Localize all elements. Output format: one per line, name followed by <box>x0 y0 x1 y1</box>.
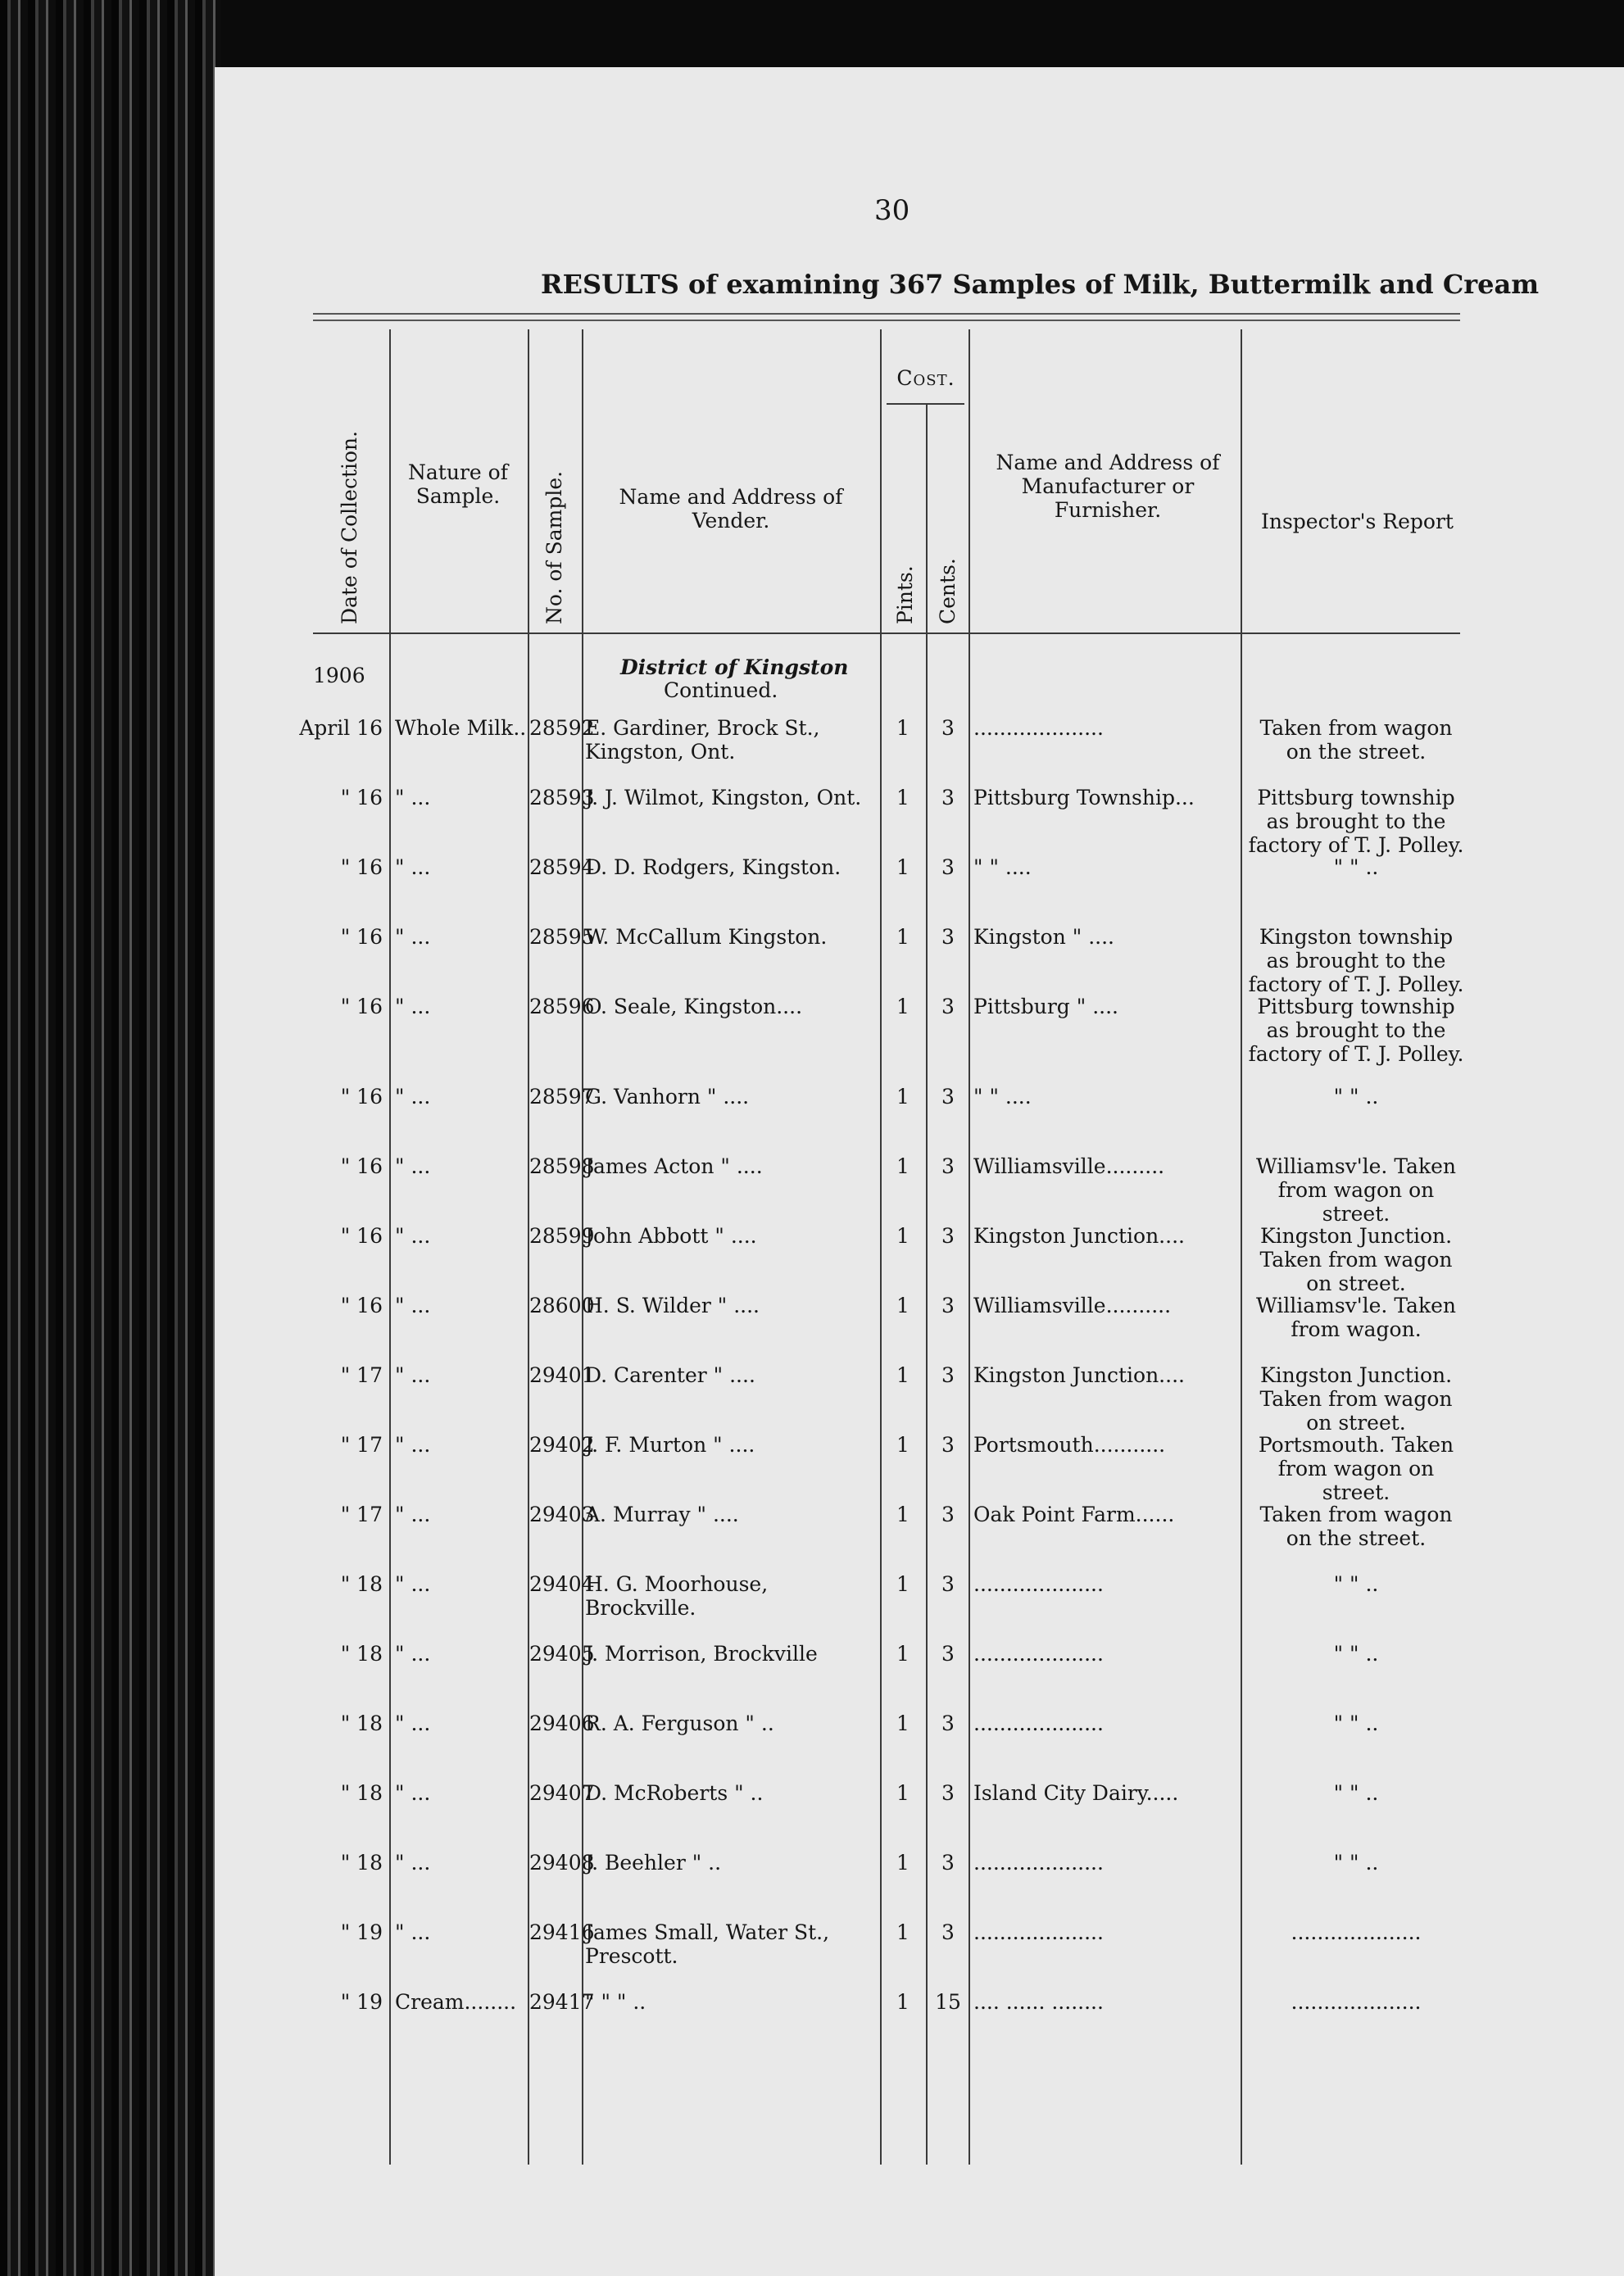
row-nature: " ... <box>395 1851 431 1875</box>
district-note: Continued. <box>664 678 778 702</box>
header-vender: Name and Address of Vender. <box>619 485 843 533</box>
row-sample-number: 29403 <box>529 1503 595 1526</box>
row-sample-number: 28594 <box>529 855 595 879</box>
row-vender: John Abbott " .... <box>585 1224 757 1248</box>
row-inspector-report: Taken from wagon on the street. <box>1259 716 1453 764</box>
row-cents: 3 <box>941 1154 955 1178</box>
row-vender: G. Vanhorn " .... <box>585 1085 750 1109</box>
row-sample-number: 29406 <box>529 1712 595 1735</box>
row-date: " 18 <box>340 1642 383 1666</box>
row-cents: 3 <box>941 1433 955 1457</box>
row-nature: " ... <box>395 925 431 949</box>
row-pints: 1 <box>896 1851 910 1875</box>
row-date: " 19 <box>340 1920 383 1944</box>
header-number: No. of Sample. <box>542 470 566 624</box>
row-manufacturer: Kingston Junction.... <box>973 1363 1185 1387</box>
book-binding <box>0 0 221 2276</box>
row-sample-number: 28592 <box>529 716 595 740</box>
row-sample-number: 29408 <box>529 1851 595 1875</box>
row-nature: " ... <box>395 1085 431 1109</box>
row-manufacturer: Portsmouth........... <box>973 1433 1166 1457</box>
year: 1906 <box>313 664 365 687</box>
row-cents: 3 <box>941 1085 955 1109</box>
row-nature: " ... <box>395 1224 431 1248</box>
row-sample-number: 29417 <box>529 1990 595 2014</box>
row-manufacturer: .................... <box>973 1851 1104 1875</box>
header-rule <box>313 632 1460 634</box>
header-date: Date of Collection. <box>338 430 361 624</box>
row-vender: H. G. Moorhouse, Brockville. <box>585 1572 769 1620</box>
header-pints: Pints. <box>893 565 917 624</box>
row-cents: 3 <box>941 1712 955 1735</box>
row-vender: W. McCallum Kingston. <box>585 925 828 949</box>
row-pints: 1 <box>896 1920 910 1944</box>
row-date: " 18 <box>340 1851 383 1875</box>
page-title: RESULTS of examining 367 Samples of Milk, Buttermilk and Cream <box>541 269 1540 300</box>
header-nature: Nature of Sample. <box>408 460 508 508</box>
row-manufacturer: Kingston Junction.... <box>973 1224 1185 1248</box>
row-cents: 3 <box>941 1920 955 1944</box>
row-vender: James Acton " .... <box>585 1154 763 1178</box>
row-inspector-report: Kingston Junction. Taken from wagon on street. <box>1259 1363 1453 1435</box>
header-cents: Cents. <box>936 558 959 624</box>
row-inspector-report: " " .. <box>1333 1712 1379 1735</box>
row-vender: O. Seale, Kingston.... <box>585 995 803 1018</box>
row-nature: " ... <box>395 1363 431 1387</box>
row-cents: 3 <box>941 1572 955 1596</box>
row-sample-number: 29402 <box>529 1433 595 1457</box>
row-nature: Cream........ <box>395 1990 517 2014</box>
row-pints: 1 <box>896 995 910 1018</box>
row-manufacturer: .................... <box>973 1920 1104 1944</box>
row-vender: J. Morrison, Brockville <box>585 1642 818 1666</box>
row-sample-number: 28600 <box>529 1294 595 1317</box>
row-sample-number: 28596 <box>529 995 595 1018</box>
row-manufacturer: Williamsville......... <box>973 1154 1165 1178</box>
row-manufacturer: Kingston " .... <box>973 925 1114 949</box>
row-pints: 1 <box>896 1503 910 1526</box>
row-manufacturer: Pittsburg Township... <box>973 786 1195 809</box>
header-report: Inspector's Report <box>1261 510 1454 533</box>
row-pints: 1 <box>896 786 910 809</box>
row-sample-number: 29416 <box>529 1920 595 1944</box>
row-pints: 1 <box>896 1294 910 1317</box>
row-pints: 1 <box>896 1781 910 1805</box>
row-inspector-report: " " .. <box>1333 1085 1379 1109</box>
row-nature: " ... <box>395 786 431 809</box>
row-nature: Whole Milk.. <box>395 716 527 740</box>
row-pints: 1 <box>896 1990 910 2014</box>
row-inspector-report: Taken from wagon on the street. <box>1259 1503 1453 1550</box>
row-nature: " ... <box>395 1781 431 1805</box>
row-cents: 3 <box>941 716 955 740</box>
row-nature: " ... <box>395 1294 431 1317</box>
row-inspector-report: .................... <box>1291 1990 1422 2014</box>
row-nature: " ... <box>395 855 431 879</box>
row-cents: 3 <box>941 1781 955 1805</box>
row-inspector-report: Kingston Junction. Taken from wagon on street. <box>1259 1224 1453 1295</box>
row-nature: " ... <box>395 1920 431 1944</box>
row-date: " 16 <box>340 786 383 809</box>
row-pints: 1 <box>896 1085 910 1109</box>
row-date: " 16 <box>340 855 383 879</box>
row-pints: 1 <box>896 855 910 879</box>
row-pints: 1 <box>896 1363 910 1387</box>
row-inspector-report: Portsmouth. Taken from wagon on street. <box>1258 1433 1454 1504</box>
row-date: " 16 <box>340 1085 383 1109</box>
row-vender: H. S. Wilder " .... <box>585 1294 760 1317</box>
row-vender: D. Carenter " .... <box>585 1363 755 1387</box>
column-divider <box>1241 329 1242 2165</box>
page-number: 30 <box>874 194 910 227</box>
row-vender: A. Murray " .... <box>585 1503 739 1526</box>
top-rule <box>313 313 1460 315</box>
row-date: " 19 <box>340 1990 383 2014</box>
row-manufacturer: .... ...... ........ <box>973 1990 1104 2014</box>
column-divider <box>926 403 928 2165</box>
row-date: " 16 <box>340 1294 383 1317</box>
row-cents: 3 <box>941 1503 955 1526</box>
row-date: " 16 <box>340 1154 383 1178</box>
row-vender: J. J. Wilmot, Kingston, Ont. <box>585 786 862 809</box>
row-cents: 3 <box>941 1224 955 1248</box>
row-manufacturer: Island City Dairy..... <box>973 1781 1179 1805</box>
row-cents: 3 <box>941 1642 955 1666</box>
row-inspector-report: " " .. <box>1333 855 1379 879</box>
row-manufacturer: " " .... <box>973 855 1032 879</box>
row-date: " 17 <box>340 1363 383 1387</box>
row-date: " 16 <box>340 995 383 1018</box>
row-vender: D. D. Rodgers, Kingston. <box>585 855 841 879</box>
row-manufacturer: Williamsville.......... <box>973 1294 1172 1317</box>
row-nature: " ... <box>395 1642 431 1666</box>
row-date: April 16 <box>299 716 383 740</box>
row-pints: 1 <box>896 925 910 949</box>
row-date: " 16 <box>340 925 383 949</box>
row-inspector-report: " " .. <box>1333 1851 1379 1875</box>
row-cents: 15 <box>935 1990 961 2014</box>
row-inspector-report: Pittsburg township as brought to the factory of T. J. Polley. <box>1248 786 1464 857</box>
row-date: " 17 <box>340 1433 383 1457</box>
row-sample-number: 28599 <box>529 1224 595 1248</box>
row-sample-number: 28595 <box>529 925 595 949</box>
row-cents: 3 <box>941 855 955 879</box>
row-sample-number: 29404 <box>529 1572 595 1596</box>
row-date: " 18 <box>340 1572 383 1596</box>
row-vender: R. A. Ferguson " .. <box>585 1712 774 1735</box>
row-manufacturer: Pittsburg " .... <box>973 995 1118 1018</box>
row-manufacturer: .................... <box>973 1712 1104 1735</box>
row-nature: " ... <box>395 1503 431 1526</box>
row-vender: James Small, Water St., Prescott. <box>585 1920 830 1968</box>
row-cents: 3 <box>941 1851 955 1875</box>
row-sample-number: 28598 <box>529 1154 595 1178</box>
header-cost: Cost. <box>896 366 955 390</box>
column-divider <box>880 329 882 2165</box>
header-manufacturer: Name and Address of Manufacturer or Furnisher. <box>996 451 1220 522</box>
row-sample-number: 28593 <box>529 786 595 809</box>
row-pints: 1 <box>896 1572 910 1596</box>
column-divider <box>969 329 970 2165</box>
row-vender: J. Beehler " .. <box>585 1851 722 1875</box>
row-inspector-report: " " .. <box>1333 1642 1379 1666</box>
row-cents: 3 <box>941 925 955 949</box>
row-pints: 1 <box>896 1712 910 1735</box>
row-vender: D. McRoberts " .. <box>585 1781 764 1805</box>
row-manufacturer: .................... <box>973 1642 1104 1666</box>
row-cents: 3 <box>941 786 955 809</box>
row-inspector-report: Pittsburg township as brought to the factory of T. J. Polley. <box>1248 995 1464 1066</box>
row-pints: 1 <box>896 716 910 740</box>
row-manufacturer: .................... <box>973 716 1104 740</box>
row-pints: 1 <box>896 1642 910 1666</box>
cost-rule <box>887 403 964 405</box>
row-nature: " ... <box>395 1433 431 1457</box>
row-cents: 3 <box>941 995 955 1018</box>
row-nature: " ... <box>395 1712 431 1735</box>
row-sample-number: 28597 <box>529 1085 595 1109</box>
row-pints: 1 <box>896 1433 910 1457</box>
row-pints: 1 <box>896 1154 910 1178</box>
district-name: District of Kingston <box>620 655 849 679</box>
row-nature: " ... <box>395 995 431 1018</box>
row-sample-number: 29401 <box>529 1363 595 1387</box>
row-vender: J. F. Murton " .... <box>585 1433 755 1457</box>
row-date: " 18 <box>340 1712 383 1735</box>
row-vender: E. Gardiner, Brock St., Kingston, Ont. <box>585 716 820 764</box>
row-pints: 1 <box>896 1224 910 1248</box>
row-inspector-report: Williamsv'le. Taken from wagon. <box>1255 1294 1457 1341</box>
row-inspector-report: " " .. <box>1333 1572 1379 1596</box>
row-inspector-report: Williamsv'le. Taken from wagon on street. <box>1255 1154 1457 1226</box>
top-rule-double <box>313 320 1460 321</box>
row-inspector-report: .................... <box>1291 1920 1422 1944</box>
row-cents: 3 <box>941 1363 955 1387</box>
column-divider <box>389 329 391 2165</box>
row-manufacturer: Oak Point Farm...... <box>973 1503 1175 1526</box>
row-nature: " ... <box>395 1154 431 1178</box>
row-date: " 17 <box>340 1503 383 1526</box>
row-nature: " ... <box>395 1572 431 1596</box>
row-sample-number: 29405 <box>529 1642 595 1666</box>
row-manufacturer: .................... <box>973 1572 1104 1596</box>
row-vender: " " " .. <box>585 1990 646 2014</box>
row-date: " 18 <box>340 1781 383 1805</box>
document-page <box>215 67 1624 2276</box>
row-date: " 16 <box>340 1224 383 1248</box>
row-inspector-report: Kingston township as brought to the factory of T. J. Polley. <box>1248 925 1464 996</box>
row-manufacturer: " " .... <box>973 1085 1032 1109</box>
row-inspector-report: " " .. <box>1333 1781 1379 1805</box>
row-cents: 3 <box>941 1294 955 1317</box>
row-sample-number: 29407 <box>529 1781 595 1805</box>
